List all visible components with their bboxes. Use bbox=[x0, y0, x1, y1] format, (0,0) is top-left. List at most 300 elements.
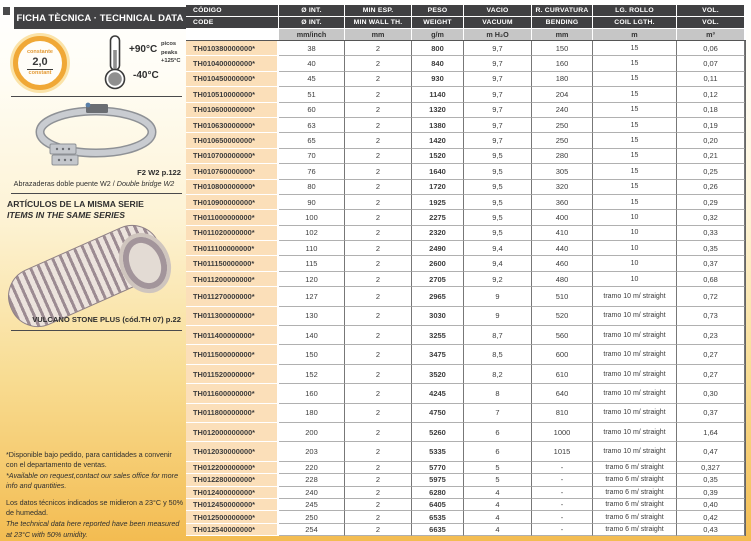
footnotes bbox=[6, 450, 184, 541]
header-unit-0 bbox=[186, 29, 278, 40]
cell-bending: 410 bbox=[532, 226, 593, 241]
series-title-en: ITEMS IN THE SAME SERIES bbox=[7, 210, 125, 220]
table-row bbox=[186, 210, 745, 225]
cell-bending: 180 bbox=[532, 72, 593, 87]
cell-vacuum: 4 bbox=[464, 487, 532, 499]
cell-inner-diameter: 38 bbox=[279, 41, 345, 56]
cell-coil-length: 10 bbox=[593, 241, 677, 256]
cell-vacuum: 9,7 bbox=[464, 118, 532, 133]
cell-code: TH012540000000* bbox=[186, 524, 279, 536]
footnote-availability-es: *Disponible bajo pedido, para cantidades a convenir con el departamento de ventas. bbox=[6, 450, 172, 470]
clamp-caption-en: Double bridge W2 bbox=[116, 179, 175, 188]
cell-coil-length: 10 bbox=[593, 210, 677, 225]
clamp-caption-es: Abrazaderas doble puente W2 / bbox=[13, 179, 117, 188]
cell-inner-diameter: 45 bbox=[279, 72, 345, 87]
cell-bending: - bbox=[532, 511, 593, 523]
cell-coil-length: tramo 6 m/ straight bbox=[593, 499, 677, 511]
cell-vacuum: 9,4 bbox=[464, 241, 532, 256]
cell-bending: - bbox=[532, 487, 593, 499]
cell-weight: 4245 bbox=[412, 384, 464, 403]
page-title: FICHA TÈCNICA · TECHNICAL DATA bbox=[14, 7, 186, 29]
cell-volume: 0,23 bbox=[677, 326, 745, 345]
cell-vacuum: 9,2 bbox=[464, 272, 532, 287]
cell-code: TH010630000000* bbox=[186, 118, 279, 133]
table-row bbox=[186, 149, 745, 164]
cell-vacuum: 8,2 bbox=[464, 365, 532, 384]
cell-coil-length: tramo 10 m/ straight bbox=[593, 442, 677, 461]
table-row bbox=[186, 524, 745, 536]
cell-vacuum: 9,7 bbox=[464, 41, 532, 56]
cell-min-wall: 2 bbox=[345, 195, 412, 210]
cell-bending: 280 bbox=[532, 149, 593, 164]
cell-min-wall: 2 bbox=[345, 365, 412, 384]
cell-vacuum: 9,7 bbox=[464, 72, 532, 87]
cell-bending: 810 bbox=[532, 404, 593, 423]
table-row bbox=[186, 345, 745, 364]
cell-code: TH011520000000* bbox=[186, 365, 279, 384]
cell-coil-length: tramo 10 m/ straight bbox=[593, 365, 677, 384]
cell-min-wall: 2 bbox=[345, 41, 412, 56]
cell-volume: 0,26 bbox=[677, 180, 745, 195]
cell-code: TH010700000000* bbox=[186, 149, 279, 164]
cell-code: TH012500000000* bbox=[186, 511, 279, 523]
cell-weight: 2275 bbox=[412, 210, 464, 225]
cell-vacuum: 8 bbox=[464, 384, 532, 403]
table-body bbox=[186, 41, 746, 536]
table-row bbox=[186, 118, 745, 133]
cell-weight: 1640 bbox=[412, 164, 464, 179]
cell-code: TH011100000000* bbox=[186, 241, 279, 256]
temp-peaks-label bbox=[161, 40, 181, 66]
cell-inner-diameter: 130 bbox=[279, 307, 345, 326]
divider bbox=[11, 96, 182, 97]
cell-inner-diameter: 102 bbox=[279, 226, 345, 241]
cell-coil-length: 15 bbox=[593, 133, 677, 148]
cell-bending: 520 bbox=[532, 307, 593, 326]
cell-vacuum: 9,7 bbox=[464, 133, 532, 148]
constant-rating-badge bbox=[13, 36, 67, 90]
cell-bending: 600 bbox=[532, 345, 593, 364]
cell-weight: 840 bbox=[412, 56, 464, 71]
table-row bbox=[186, 423, 745, 442]
header-es-4: VACIO bbox=[464, 5, 531, 16]
cell-code: TH011800000000* bbox=[186, 404, 279, 423]
header-es-3: PESO bbox=[412, 5, 463, 16]
cell-coil-length: 10 bbox=[593, 226, 677, 241]
header-en-2: MIN WALL TH. bbox=[345, 17, 411, 28]
header-es-5: R. CURVATURA bbox=[532, 5, 592, 16]
cell-min-wall: 2 bbox=[345, 133, 412, 148]
table-row bbox=[186, 56, 745, 71]
cell-code: TH010800000000* bbox=[186, 180, 279, 195]
temp-max-label: +90°C bbox=[129, 44, 158, 55]
divider bbox=[11, 193, 182, 194]
header-unit-5: mm bbox=[532, 29, 592, 40]
table-row bbox=[186, 511, 745, 523]
cell-code: TH010650000000* bbox=[186, 133, 279, 148]
header-unit-1: mm/inch bbox=[279, 29, 344, 40]
cell-volume: 0,35 bbox=[677, 241, 745, 256]
cell-coil-length: tramo 10 m/ straight bbox=[593, 423, 677, 442]
cell-coil-length: tramo 10 m/ straight bbox=[593, 345, 677, 364]
cell-weight: 2490 bbox=[412, 241, 464, 256]
cell-volume: 0,07 bbox=[677, 56, 745, 71]
cell-vacuum: 9,7 bbox=[464, 103, 532, 118]
cell-inner-diameter: 140 bbox=[279, 326, 345, 345]
cell-vacuum: 5 bbox=[464, 462, 532, 474]
header-en-6: COIL LGTH. bbox=[593, 17, 676, 28]
cell-min-wall: 2 bbox=[345, 404, 412, 423]
cell-volume: 0,11 bbox=[677, 72, 745, 87]
cell-volume: 0,33 bbox=[677, 226, 745, 241]
cell-code: TH011400000000* bbox=[186, 326, 279, 345]
cell-weight: 6280 bbox=[412, 487, 464, 499]
cell-bending: 320 bbox=[532, 180, 593, 195]
cell-bending: 250 bbox=[532, 118, 593, 133]
table-row bbox=[186, 307, 745, 326]
cell-inner-diameter: 51 bbox=[279, 87, 345, 102]
cell-vacuum: 4 bbox=[464, 499, 532, 511]
cell-weight: 2600 bbox=[412, 256, 464, 271]
cell-bending: 150 bbox=[532, 41, 593, 56]
cell-coil-length: 15 bbox=[593, 56, 677, 71]
cell-weight: 2965 bbox=[412, 287, 464, 306]
cell-min-wall: 2 bbox=[345, 272, 412, 287]
cell-code: TH012400000000* bbox=[186, 487, 279, 499]
cell-bending: 1015 bbox=[532, 442, 593, 461]
table-row bbox=[186, 499, 745, 511]
cell-min-wall: 2 bbox=[345, 180, 412, 195]
cell-volume: 0,327 bbox=[677, 462, 745, 474]
cell-code: TH010450000000* bbox=[186, 72, 279, 87]
clamp-caption bbox=[4, 179, 184, 188]
cell-volume: 0,68 bbox=[677, 272, 745, 287]
cell-volume: 0,27 bbox=[677, 365, 745, 384]
cell-weight: 930 bbox=[412, 72, 464, 87]
cell-min-wall: 2 bbox=[345, 474, 412, 486]
header-es-2: MIN ESP. bbox=[345, 5, 411, 16]
cell-coil-length: 15 bbox=[593, 41, 677, 56]
cell-vacuum: 9,7 bbox=[464, 56, 532, 71]
table-units-row bbox=[186, 29, 746, 41]
table-row bbox=[186, 287, 745, 306]
cell-min-wall: 2 bbox=[345, 442, 412, 461]
cell-code: TH010380000000* bbox=[186, 41, 279, 56]
cell-inner-diameter: 150 bbox=[279, 345, 345, 364]
cell-bending: 480 bbox=[532, 272, 593, 287]
series-title-es: ARTÍCULOS DE LA MISMA SERIE bbox=[7, 199, 144, 209]
divider bbox=[11, 330, 182, 331]
cell-volume: 0,43 bbox=[677, 524, 745, 536]
cell-inner-diameter: 80 bbox=[279, 180, 345, 195]
table-row bbox=[186, 487, 745, 499]
cell-bending: 240 bbox=[532, 103, 593, 118]
cell-weight: 6635 bbox=[412, 524, 464, 536]
cell-weight: 4750 bbox=[412, 404, 464, 423]
cell-vacuum: 4 bbox=[464, 524, 532, 536]
cell-vacuum: 9,5 bbox=[464, 149, 532, 164]
cell-vacuum: 9,4 bbox=[464, 256, 532, 271]
cell-coil-length: tramo 6 m/ straight bbox=[593, 511, 677, 523]
table-row bbox=[186, 474, 745, 486]
cell-vacuum: 4 bbox=[464, 511, 532, 523]
cell-coil-length: 15 bbox=[593, 195, 677, 210]
cell-min-wall: 2 bbox=[345, 462, 412, 474]
technical-data-table bbox=[186, 5, 746, 534]
cell-vacuum: 9,5 bbox=[464, 195, 532, 210]
cell-volume: 0,20 bbox=[677, 133, 745, 148]
cell-coil-length: tramo 10 m/ straight bbox=[593, 384, 677, 403]
cell-bending: - bbox=[532, 462, 593, 474]
cell-volume: 0,72 bbox=[677, 287, 745, 306]
header-en-7: VOL. bbox=[677, 17, 744, 28]
cell-code: TH012280000000* bbox=[186, 474, 279, 486]
cell-bending: 1000 bbox=[532, 423, 593, 442]
header-en-0: CODE bbox=[186, 17, 278, 28]
cell-inner-diameter: 228 bbox=[279, 474, 345, 486]
cell-coil-length: tramo 10 m/ straight bbox=[593, 287, 677, 306]
cell-code: TH011270000000* bbox=[186, 287, 279, 306]
cell-inner-diameter: 60 bbox=[279, 103, 345, 118]
cell-vacuum: 8,5 bbox=[464, 345, 532, 364]
cell-volume: 0,39 bbox=[677, 487, 745, 499]
badge-label-en: constant bbox=[28, 70, 52, 77]
table-row bbox=[186, 462, 745, 474]
cell-bending: 460 bbox=[532, 256, 593, 271]
cell-code: TH011150000000* bbox=[186, 256, 279, 271]
cell-inner-diameter: 63 bbox=[279, 118, 345, 133]
header-en-1: Ø INT. bbox=[279, 17, 344, 28]
cell-coil-length: 15 bbox=[593, 180, 677, 195]
cell-min-wall: 2 bbox=[345, 87, 412, 102]
cell-code: TH010900000000* bbox=[186, 195, 279, 210]
cell-bending: - bbox=[532, 499, 593, 511]
series-item-label: VULCANO STONE PLUS (cód.TH 07) p.22 bbox=[32, 315, 181, 324]
table-row bbox=[186, 272, 745, 287]
cell-code: TH011020000000* bbox=[186, 226, 279, 241]
cell-weight: 1420 bbox=[412, 133, 464, 148]
cell-inner-diameter: 220 bbox=[279, 462, 345, 474]
header-es-7: VOL. bbox=[677, 5, 744, 16]
cell-inner-diameter: 240 bbox=[279, 487, 345, 499]
cell-min-wall: 2 bbox=[345, 56, 412, 71]
cell-bending: - bbox=[532, 524, 593, 536]
table-row bbox=[186, 442, 745, 461]
table-row bbox=[186, 87, 745, 102]
table-row bbox=[186, 384, 745, 403]
cell-vacuum: 7 bbox=[464, 404, 532, 423]
cell-inner-diameter: 250 bbox=[279, 511, 345, 523]
cell-coil-length: 15 bbox=[593, 149, 677, 164]
cell-code: TH011500000000* bbox=[186, 345, 279, 364]
cell-weight: 6535 bbox=[412, 511, 464, 523]
cell-inner-diameter: 152 bbox=[279, 365, 345, 384]
cell-weight: 5975 bbox=[412, 474, 464, 486]
header-en-4: VACUUM bbox=[464, 17, 531, 28]
cell-code: TH012450000000* bbox=[186, 499, 279, 511]
table-row bbox=[186, 404, 745, 423]
cell-volume: 0,42 bbox=[677, 511, 745, 523]
cell-bending: 400 bbox=[532, 210, 593, 225]
cell-volume: 0,37 bbox=[677, 256, 745, 271]
cell-inner-diameter: 200 bbox=[279, 423, 345, 442]
cell-vacuum: 6 bbox=[464, 423, 532, 442]
cell-vacuum: 9,5 bbox=[464, 226, 532, 241]
cell-coil-length: tramo 10 m/ straight bbox=[593, 326, 677, 345]
cell-coil-length: 15 bbox=[593, 72, 677, 87]
cell-vacuum: 5 bbox=[464, 474, 532, 486]
badge-value: 2,0 bbox=[27, 56, 52, 71]
cell-volume: 0,40 bbox=[677, 499, 745, 511]
cell-coil-length: tramo 10 m/ straight bbox=[593, 404, 677, 423]
cell-coil-length: 15 bbox=[593, 118, 677, 133]
cell-weight: 3255 bbox=[412, 326, 464, 345]
table-row bbox=[186, 180, 745, 195]
table-row bbox=[186, 256, 745, 271]
cell-coil-length: tramo 6 m/ straight bbox=[593, 462, 677, 474]
cell-min-wall: 2 bbox=[345, 423, 412, 442]
cell-coil-length: tramo 10 m/ straight bbox=[593, 307, 677, 326]
footnote-availability-en: *Available on request,contact our sales office for more info and quantities. bbox=[6, 471, 179, 491]
cell-coil-length: 15 bbox=[593, 87, 677, 102]
header-es-1: Ø INT. bbox=[279, 5, 344, 16]
cell-min-wall: 2 bbox=[345, 326, 412, 345]
cell-weight: 3030 bbox=[412, 307, 464, 326]
cell-volume: 0,37 bbox=[677, 404, 745, 423]
cell-min-wall: 2 bbox=[345, 118, 412, 133]
sidebar bbox=[0, 0, 186, 541]
cell-weight: 1140 bbox=[412, 87, 464, 102]
cell-weight: 2320 bbox=[412, 226, 464, 241]
cell-inner-diameter: 254 bbox=[279, 524, 345, 536]
cell-inner-diameter: 90 bbox=[279, 195, 345, 210]
cell-bending: 610 bbox=[532, 365, 593, 384]
cell-vacuum: 9,7 bbox=[464, 87, 532, 102]
cell-volume: 0,12 bbox=[677, 87, 745, 102]
cell-bending: 305 bbox=[532, 164, 593, 179]
cell-coil-length: 10 bbox=[593, 256, 677, 271]
cell-bending: 560 bbox=[532, 326, 593, 345]
cell-volume: 0,06 bbox=[677, 41, 745, 56]
cell-volume: 0,32 bbox=[677, 210, 745, 225]
cell-inner-diameter: 40 bbox=[279, 56, 345, 71]
cell-inner-diameter: 245 bbox=[279, 499, 345, 511]
table-row bbox=[186, 103, 745, 118]
cell-vacuum: 9,5 bbox=[464, 180, 532, 195]
cell-inner-diameter: 180 bbox=[279, 404, 345, 423]
cell-weight: 1520 bbox=[412, 149, 464, 164]
cell-volume: 0,73 bbox=[677, 307, 745, 326]
cell-min-wall: 2 bbox=[345, 287, 412, 306]
cell-weight: 1720 bbox=[412, 180, 464, 195]
cell-code: TH011200000000* bbox=[186, 272, 279, 287]
cell-min-wall: 2 bbox=[345, 256, 412, 271]
cell-inner-diameter: 76 bbox=[279, 164, 345, 179]
table-row bbox=[186, 41, 745, 56]
cell-bending: 204 bbox=[532, 87, 593, 102]
hose-clamp-image bbox=[28, 100, 160, 166]
cell-bending: 160 bbox=[532, 56, 593, 71]
cell-volume: 0,19 bbox=[677, 118, 745, 133]
cell-vacuum: 8,7 bbox=[464, 326, 532, 345]
header-unit-4: m H₂O bbox=[464, 29, 531, 40]
cell-coil-length: tramo 6 m/ straight bbox=[593, 474, 677, 486]
cell-code: TH012000000000* bbox=[186, 423, 279, 442]
header-es-6: LG. ROLLO bbox=[593, 5, 676, 16]
cell-volume: 0,30 bbox=[677, 384, 745, 403]
cell-vacuum: 6 bbox=[464, 442, 532, 461]
cell-inner-diameter: 120 bbox=[279, 272, 345, 287]
cell-inner-diameter: 127 bbox=[279, 287, 345, 306]
thermometer-icon bbox=[100, 34, 130, 90]
cell-bending: 640 bbox=[532, 384, 593, 403]
cell-code: TH010760000000* bbox=[186, 164, 279, 179]
cell-weight: 3475 bbox=[412, 345, 464, 364]
cell-min-wall: 2 bbox=[345, 149, 412, 164]
cell-min-wall: 2 bbox=[345, 226, 412, 241]
table-row bbox=[186, 164, 745, 179]
cell-bending: 360 bbox=[532, 195, 593, 210]
cell-min-wall: 2 bbox=[345, 164, 412, 179]
cell-weight: 800 bbox=[412, 41, 464, 56]
cell-weight: 3520 bbox=[412, 365, 464, 384]
cell-min-wall: 2 bbox=[345, 524, 412, 536]
cell-weight: 1925 bbox=[412, 195, 464, 210]
cell-volume: 0,18 bbox=[677, 103, 745, 118]
cell-coil-length: 15 bbox=[593, 103, 677, 118]
cell-inner-diameter: 110 bbox=[279, 241, 345, 256]
cell-volume: 0,21 bbox=[677, 149, 745, 164]
cell-volume: 0,25 bbox=[677, 164, 745, 179]
cell-volume: 0,27 bbox=[677, 345, 745, 364]
table-row bbox=[186, 195, 745, 210]
cell-min-wall: 2 bbox=[345, 307, 412, 326]
cell-weight: 6405 bbox=[412, 499, 464, 511]
cell-code: TH010400000000* bbox=[186, 56, 279, 71]
cell-coil-length: tramo 6 m/ straight bbox=[593, 487, 677, 499]
cell-vacuum: 9,5 bbox=[464, 164, 532, 179]
header-unit-6: m bbox=[593, 29, 676, 40]
cell-bending: - bbox=[532, 474, 593, 486]
cell-code: TH012030000000* bbox=[186, 442, 279, 461]
cell-min-wall: 2 bbox=[345, 241, 412, 256]
cell-min-wall: 2 bbox=[345, 72, 412, 87]
cell-code: TH010510000000* bbox=[186, 87, 279, 102]
header-es-0: CÓDIGO bbox=[186, 5, 278, 16]
cell-weight: 5770 bbox=[412, 462, 464, 474]
cell-inner-diameter: 203 bbox=[279, 442, 345, 461]
cell-min-wall: 2 bbox=[345, 499, 412, 511]
cell-min-wall: 2 bbox=[345, 210, 412, 225]
clamp-reference: F2 W2 p.122 bbox=[137, 168, 181, 177]
cell-code: TH011000000000* bbox=[186, 210, 279, 225]
cell-min-wall: 2 bbox=[345, 384, 412, 403]
header-en-3: WEIGHT bbox=[412, 17, 463, 28]
cell-volume: 0,29 bbox=[677, 195, 745, 210]
cell-volume: 1,64 bbox=[677, 423, 745, 442]
table-row bbox=[186, 326, 745, 345]
cell-min-wall: 2 bbox=[345, 511, 412, 523]
footnote-conditions-en: The technical data here reported have been measured at 23°C with 50% umidity. bbox=[6, 519, 180, 539]
cell-code: TH011600000000* bbox=[186, 384, 279, 403]
cell-min-wall: 2 bbox=[345, 345, 412, 364]
cell-weight: 5260 bbox=[412, 423, 464, 442]
cell-min-wall: 2 bbox=[345, 103, 412, 118]
table-row bbox=[186, 133, 745, 148]
cell-bending: 510 bbox=[532, 287, 593, 306]
peaks-es: picos bbox=[161, 41, 177, 47]
cell-volume: 0,47 bbox=[677, 442, 745, 461]
